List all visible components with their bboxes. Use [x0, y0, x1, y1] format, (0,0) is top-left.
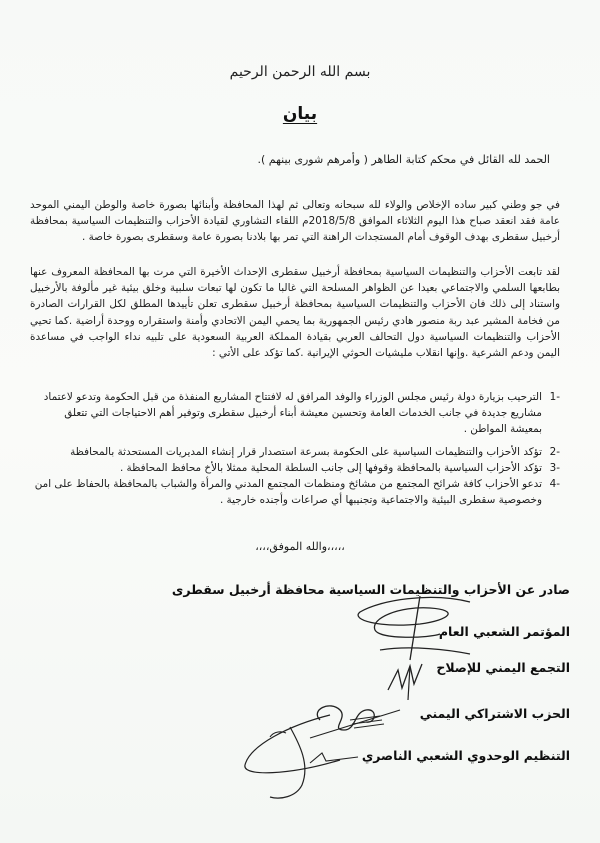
signatory-nasserist: التنظيم الوحدوي الشعبي الناصري [361, 748, 570, 763]
issued-by-line: صادر عن الأحزاب والتنظيمات السياسية محافظة أرخبيل سقطرى [171, 582, 570, 597]
resolution-number: -4 [549, 478, 560, 491]
resolution-text: الترحيب بزيارة دولة رئيس مجلس الوزراء والوفد المرافق له لافتتاح المشاريع المنفذة من قبل الحكومة وتدعو لاعتماد مشاريع جديدة في جانب الخدمات العامة وتحسين معيشة أبناء أرخبيل سقطرى وتوفير أهم الاحتياجات التي تتعلق بمعيشة المواطن . [43, 391, 542, 436]
closing-phrase: ،،،،،والله الموفق،،،، [255, 540, 345, 553]
resolution-number: -2 [549, 445, 560, 458]
signature-1-icon [340, 590, 480, 670]
resolution-item [30, 460, 560, 476]
resolution-text: تدعو الأحزاب كافة شرائح المجتمع من مشائخ ومنظمات المجتمع المدني والمرأة والشباب بالمحافظة بالحفاظ على امن وخصوصية سقطرى البيئية والاجتماعية وتجنيبها أي صراعات وأجنده خارجية . [34, 478, 542, 507]
paragraph-statement: لقد تابعت الأحزاب والتنظيمات السياسية بمحافظة أرخبيل سقطرى الإحداث الأخيرة التي مرت بها المحافظة المعروف عنها بطابعها السلمي والاجتماعي بعيدا عن الظواهر المسلحة التي غالبا ما تكون لها تبعات سلبية وخلق بيئية غير مألوفة بالأرخبيل واستناد إلى ذلك فان الأحزاب والتنظيمات السياسية بمحافظة أرخبيل سقطرى تعلن تأييدها المطلق لكل القرارات الصادرة من فخامة المشير عبد ربة منصور هادي رئيس الجمهورية بما يحمي اليمن الاتحادي وأمنة واستقراره ووحدة أراضية .كما تحيي الأحزاب والتنظيمات السياسية دول التحالف العربي بقيادة المملكة العربية السعودية على تلبيه نداء الواجب في مساعدة اليمن ودعم الشرعية .وإنها انقلاب مليشيات الحوثي الإيرانية .كما تؤكد على الأتي : [30, 266, 560, 360]
resolution-text: تؤكد الأحزاب السياسية بالمحافظة وقوفها إلى جانب السلطة المحلية ممثلا بالأخ محافظ المحافظة . [119, 461, 542, 474]
resolution-text: تؤكد الأحزاب والتنظيمات السياسية على الحكومة بسرعة استصدار قرار إنشاء المديريات المستحدثة بالمحافظة [70, 445, 542, 458]
basmala-heading: بسم الله الرحمن الرحيم [229, 64, 371, 80]
signatory-islah: التجمع اليمني للإصلاح [436, 660, 570, 675]
paragraph-intro: في جو وطني كبير ساده الإخلاص والولاء لله سبحانه وتعالى ثم لهذا المحافظة وأبنائها بصورة خاصة والوطن اليمني الموحد عامة فقد انعقد صباح هذا اليوم الثلاثاء الموافق 2018/5/8م اللقاء التشاوري لقيادة الأحزاب والتنظيمات السياسية بمحافظة أرخبيل سقطرى بهدف الوقوف أمام المستجدات الراهنة التي تمر بها بلادنا بصورة عامة وسقطرى بصورة خاصة . [30, 199, 560, 244]
resolution-item [30, 444, 560, 460]
resolution-item [30, 389, 560, 438]
resolution-number: -3 [549, 461, 560, 474]
resolutions-list [30, 389, 560, 508]
signatory-gpc: المؤتمر الشعبي العام [438, 624, 570, 639]
signature-4-icon [230, 705, 380, 805]
document-title: بيان [282, 104, 318, 124]
resolution-number: -1 [549, 391, 560, 403]
opening-verse: الحمد لله القائل في محكم كتابة الطاهر ( وأمرهم شورى بينهم ). [257, 153, 550, 166]
signatory-socialist: الحزب الاشتراكي اليمني [419, 706, 570, 721]
resolution-item [30, 476, 560, 508]
